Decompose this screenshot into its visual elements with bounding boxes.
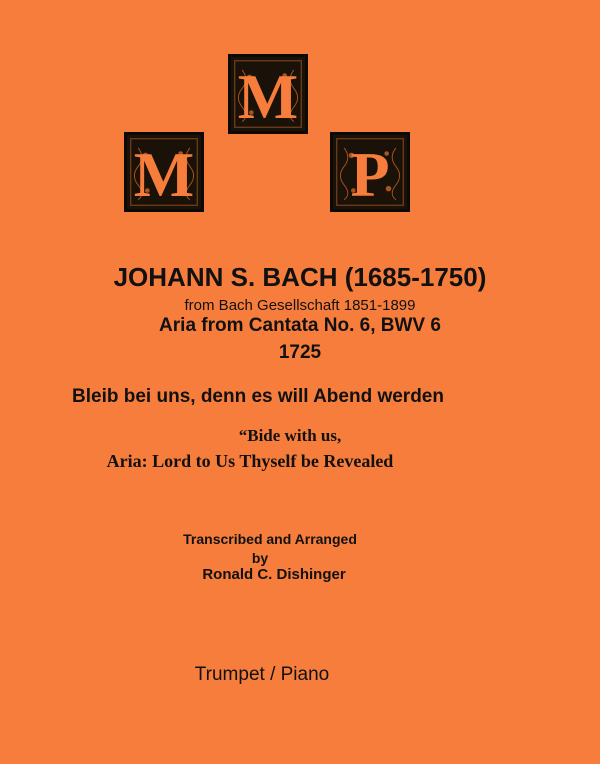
german-title: Bleib bei uns, denn es will Abend werden: [72, 386, 444, 407]
credit-transcribed: Transcribed and Arranged: [183, 531, 357, 547]
arranger-name: Ronald C. Dishinger: [202, 566, 346, 583]
work-year: 1725: [278, 342, 322, 363]
english-title-line1: “Bide with us,: [238, 426, 342, 445]
logo-letter-center: M: [237, 61, 299, 132]
credit-by: by: [251, 550, 269, 566]
logo-tile-left: [124, 132, 204, 212]
english-title-line2: Aria: Lord to Us Thyself be Revealed: [106, 451, 394, 471]
logo-tile-right: [330, 132, 410, 212]
source-edition: from Bach Gesellschaft 1851-1899: [184, 297, 416, 314]
instrumentation: Trumpet / Piano: [194, 664, 330, 685]
work-title: Aria from Cantata No. 6, BWV 6: [159, 315, 441, 336]
logo-letter-left: M: [133, 139, 195, 210]
composer-title: JOHANN S. BACH (1685-1750): [113, 262, 487, 292]
logo-tile-center: [228, 54, 308, 134]
logo-letter-right: P: [350, 139, 390, 210]
